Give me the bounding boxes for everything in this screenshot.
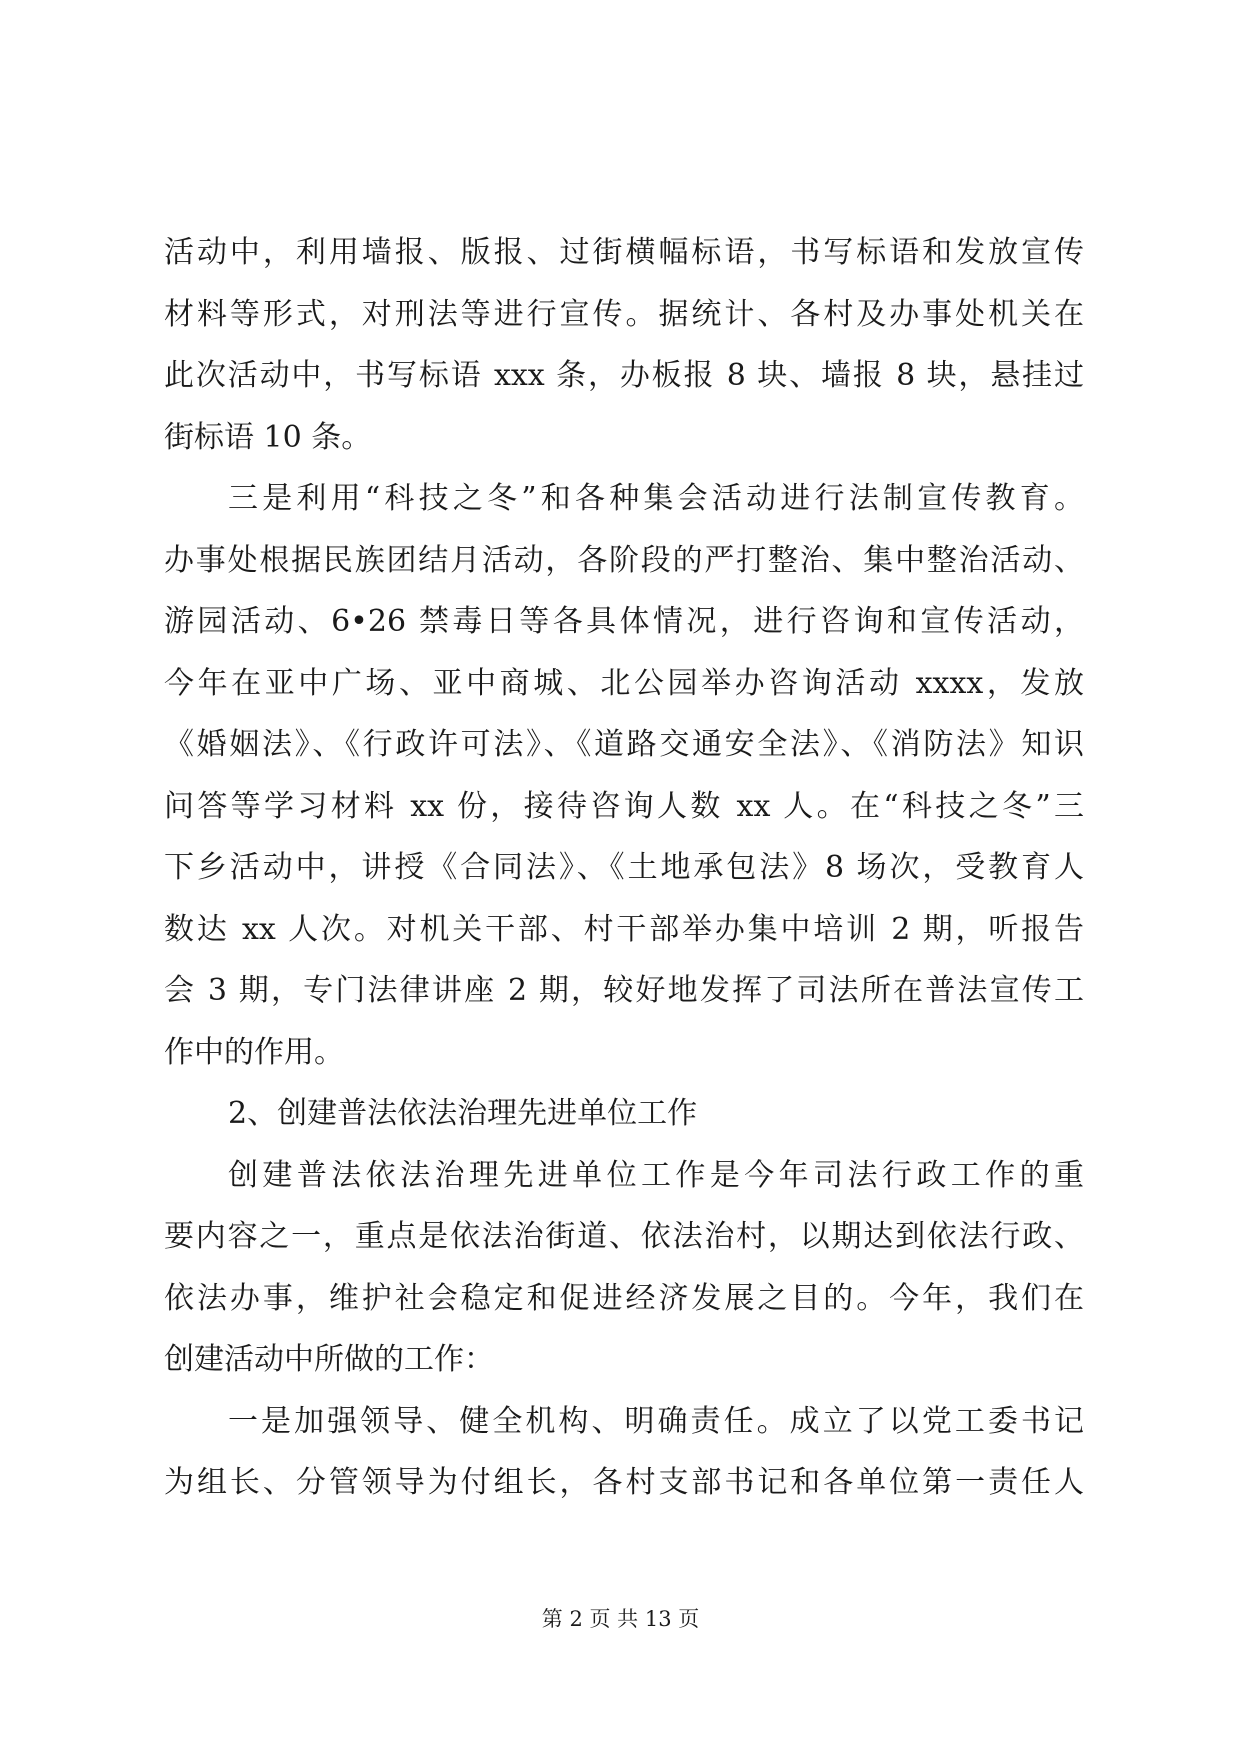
text-line: 创建普法依法治理先进单位工作是今年司法行政工作的重	[228, 1157, 1084, 1193]
text-line: 三是利用“科技之冬”和各种集会活动进行法制宣传教育。	[228, 481, 1084, 516]
text-line: 创建活动中所做的工作：	[164, 1342, 494, 1377]
text-line: 问答等学习材料 xx 份，接待咨询人数 xx 人。在“科技之冬”三	[164, 788, 1084, 824]
text-line: 材料等形式，对刑法等进行宣传。据统计、各村及办事处机关在	[164, 296, 1084, 332]
text-line: 依法办事，维护社会稳定和促进经济发展之目的。今年，我们在	[164, 1280, 1084, 1316]
page-footer	[0, 1604, 1241, 1634]
text-line: 数达 xx 人次。对机关干部、村干部举办集中培训 2 期，听报告	[164, 911, 1084, 947]
text-line: 办事处根据民族团结月活动，各阶段的严打整治、集中整治活动、	[164, 542, 1084, 578]
document-body	[164, 222, 1084, 1514]
text-line: 会 3 期，专门法律讲座 2 期，较好地发挥了司法所在普法宣传工	[164, 973, 1084, 1008]
text-line: 活动中，利用墙报、版报、过街横幅标语，书写标语和发放宣传	[164, 235, 1084, 270]
text-line: 今年在亚中广场、亚中商城、北公园举办咨询活动 xxxx，发放	[164, 665, 1084, 701]
paragraph	[164, 222, 1084, 468]
paragraph	[164, 1391, 1084, 1514]
text-line: 《婚姻法》、《行政许可法》、《道路交通安全法》、《消防法》知识	[164, 727, 1084, 762]
text-line: 一是加强领导、健全机构、明确责任。成立了以党工委书记	[228, 1403, 1084, 1439]
heading-line: 2、创建普法依法治理先进单位工作	[228, 1096, 698, 1131]
text-line: 此次活动中，书写标语 xxx 条，办板报 8 块、墙报 8 块，悬挂过	[164, 358, 1084, 393]
page-number-label: 第 2 页 共 13 页	[541, 1607, 700, 1631]
paragraph	[164, 1145, 1084, 1391]
text-line: 游园活动、6•26 禁毒日等各具体情况，进行咨询和宣传活动，	[164, 604, 1084, 639]
text-line: 街标语 10 条。	[164, 419, 372, 455]
section-heading	[164, 1083, 1084, 1145]
text-line: 为组长、分管领导为付组长，各村支部书记和各单位第一责任人	[164, 1465, 1084, 1500]
text-line: 要内容之一，重点是依法治街道、依法治村，以期达到依法行政、	[164, 1219, 1084, 1254]
text-line: 下乡活动中，讲授《合同法》、《土地承包法》8 场次，受教育人	[164, 850, 1084, 885]
paragraph	[164, 468, 1084, 1083]
text-line: 作中的作用。	[164, 1034, 344, 1070]
